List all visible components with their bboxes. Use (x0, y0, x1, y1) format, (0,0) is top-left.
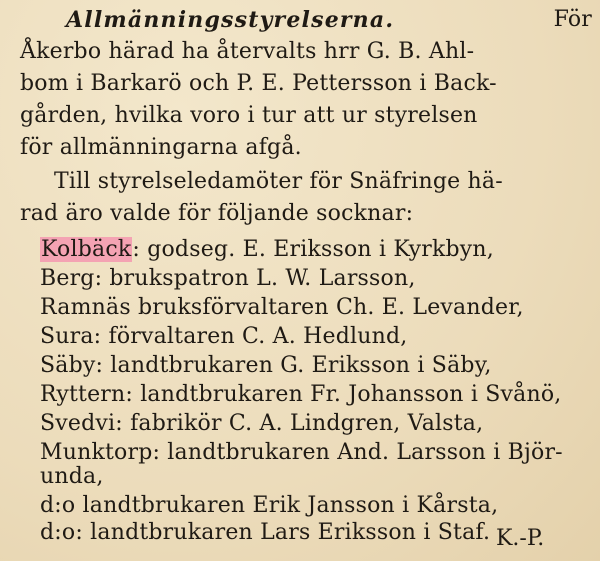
body-line-5: för allmänningarna afgå. (20, 135, 302, 160)
body-line-4: gården, hvilka voro i tur att ur styrelsen (20, 103, 478, 128)
parish-line-8: Munktorp: landtbrukaren And. Larsson i Björ- (40, 440, 563, 465)
parish-line-5: Säby: landtbrukaren G. Eriksson i Säby, (40, 353, 492, 378)
parish-line-11: d:o: landtbrukaren Lars Eriksson i Staf. (40, 520, 491, 545)
parish-line-3: Ramnäs bruksförvaltaren Ch. E. Levander, (40, 295, 524, 320)
article-headline: Allmänningsstyrelserna. (66, 7, 395, 33)
body-line-6: Till styrelseledamöter för Snäfringe hä- (54, 169, 503, 194)
body-line-1: För (553, 7, 592, 32)
parish-line-10: d:o landtbrukaren Erik Jansson i Kårsta, (40, 493, 499, 518)
signature: K.-P. (496, 526, 545, 551)
parish-line-1-text: : godseg. E. Eriksson i Kyrkbyn, (132, 237, 494, 262)
body-line-2: Åkerbo härad ha återvalts hrr G. B. Ahl- (20, 39, 475, 64)
parish-line-7: Svedvi: fabrikör C. A. Lindgren, Valsta, (40, 411, 484, 436)
parish-line-4: Sura: förvaltaren C. A. Hedlund, (40, 324, 408, 349)
highlighted-parish: Kolbäck (41, 237, 132, 262)
parish-line-6: Ryttern: landtbrukaren Fr. Johansson i Svånö, (40, 382, 562, 407)
parish-line-9: unda, (40, 464, 104, 489)
body-line-7: rad äro valde för följande socknar: (20, 201, 414, 226)
parish-line-kolback (40, 235, 494, 265)
parish-line-2: Berg: brukspatron L. W. Larsson, (40, 266, 416, 291)
headline-row (66, 5, 592, 36)
body-line-3: bom i Barkarö och P. E. Pettersson i Back- (20, 71, 497, 96)
